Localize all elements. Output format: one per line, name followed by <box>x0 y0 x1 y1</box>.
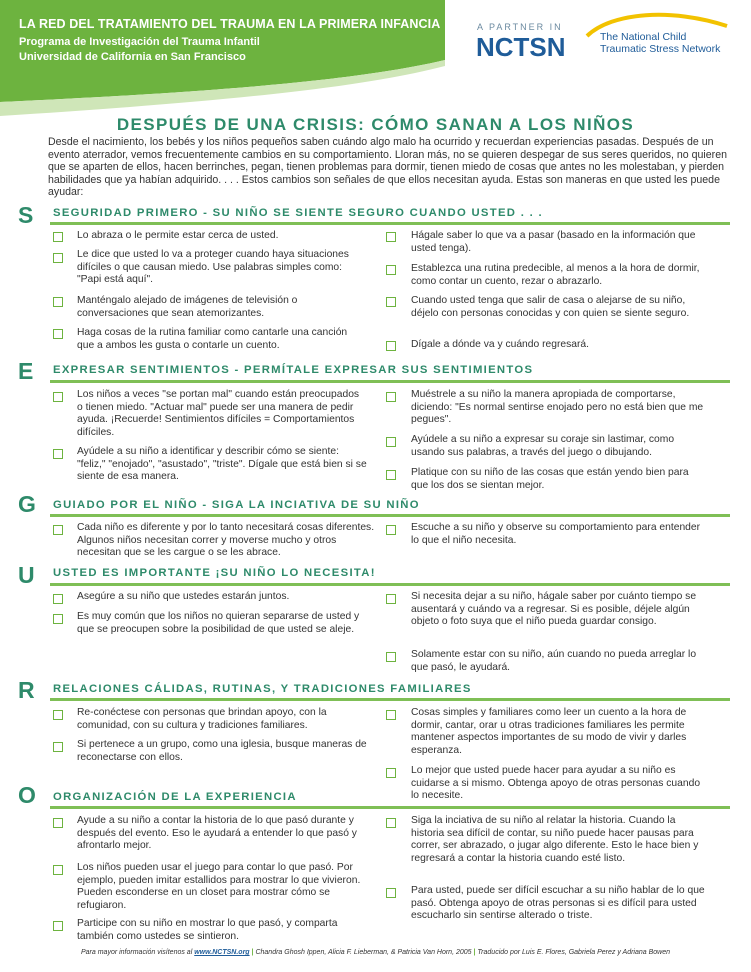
network-line-2: Traumatic Stress Network <box>600 43 721 55</box>
list-item: Establezca una rutina predecible, al menos a la hora de dormir, como contar un cuento, rezar o abrazarlo. <box>411 263 700 287</box>
list-item: Muéstrele a su niño la manera apropiada de comportarse, diciendo: "Es normal sentirse enojado pero no está bien que me pegues". <box>411 389 704 426</box>
checkbox-icon <box>386 888 396 898</box>
list-item: Si necesita dejar a su niño, hágale saber por cuánto tiempo se ausentará y cuándo va a regresar. Si es posible, déjele algún objeto o foto suya que el niño pueda guardar consigo. <box>411 591 697 628</box>
list-item: Los niños a veces "se portan mal" cuando están preocupados o tienen miedo. "Actuar mal" puede ser una manera de pedir ayuda. ¡Recuerde! Sentimientos difíciles = Comportamientos difíciles. <box>77 389 360 438</box>
checkbox-icon <box>53 329 63 339</box>
university-name: Universidad de California en San Francisco <box>19 51 246 63</box>
list-item: Si pertenece a un grupo, como una iglesia, busque maneras de reconectarse con ellos. <box>77 739 367 763</box>
checkbox-icon <box>386 768 396 778</box>
section-rule <box>50 806 730 809</box>
list-item: Lo mejor que usted puede hacer para ayudar a su niño es cuidarse a si mismo. Obtenga apoyo de otras personas cuando lo necesite. <box>411 765 701 802</box>
checkbox-icon <box>386 594 396 604</box>
footer <box>0 949 751 956</box>
footer-separator: | <box>251 949 254 956</box>
list-item: Cosas simples y familiares como leer un cuento a la hora de dormir, cantar, orar u otras tradiciones familiares les permite mantener aspectos importantes de su modo de vivir y darles esperanza. <box>411 707 687 756</box>
section-rule <box>50 698 730 701</box>
list-item: Ayúdele a su niño a identificar y describir cómo se siente: "feliz," "enojado", "asustado", "triste". Dígale que está bien si se siente de esa manera. <box>77 446 367 483</box>
checkbox-icon <box>386 818 396 828</box>
checkbox-icon <box>53 297 63 307</box>
section-rule <box>50 583 730 586</box>
checkbox-icon <box>386 265 396 275</box>
footer-translators: Traducido por Luis E. Flores, Gabriela Perez y Adriana Bowen <box>477 949 671 956</box>
checkbox-icon <box>386 392 396 402</box>
network-logo-text <box>600 31 720 55</box>
list-item: Lo abraza o le permite estar cerca de usted. <box>77 230 279 241</box>
list-item: Es muy común que los niños no quieran separarse de usted y que se preocupen sobre la posibilidad de que usted se aleje. <box>77 611 360 635</box>
checkbox-icon <box>53 614 63 624</box>
section-title: RELACIONES CÁLIDAS, RUTINAS, Y TRADICIONES FAMILIARES <box>53 683 472 695</box>
section-title: EXPRESAR SENTIMIENTOS - PERMÍTALE EXPRESAR SUS SENTIMIENTOS <box>53 364 534 376</box>
checkbox-icon <box>53 818 63 828</box>
checkbox-icon <box>53 232 63 242</box>
section-letter: O <box>18 782 36 808</box>
section-rule <box>50 514 730 517</box>
list-item: Hágale saber lo que va a pasar (basado en la información que usted tenga). <box>411 230 696 254</box>
intro-paragraph: Desde el nacimiento, los bebés y los niños pequeños saben cuándo algo malo ha ocurrido y recuerdan experiencias pasadas. Después de un evento aterrador, vemos frecuentemente cambios en su comportamiento. Lloran más, no se quieren despegar de sus seres queridos, no quieren que se aparten de ellos, hacen berrinches, pegan, tienen problemas para dormir, tienen miedo de cosas que antes no les molestaban, y pierden habilidades que ya habían adquirido. . . . Estos cambios son señales de que ellos necesitan ayuda. Estas son maneras en que usted les puede ayudar: <box>48 136 727 199</box>
section-title: USTED ES IMPORTANTE ¡SU NIÑO LO NECESITA! <box>53 567 376 579</box>
section-letter: G <box>18 491 36 517</box>
program-header <box>19 17 440 65</box>
list-item: Haga cosas de la rutina familiar como cantarle una canción que a ambos les gusta o contarle un cuento. <box>77 327 348 351</box>
checkbox-icon <box>386 470 396 480</box>
list-item: Le dice que usted lo va a proteger cuando haya situaciones difíciles o que causan miedo. Use palabras simples como: "Papi está aquí". <box>77 249 349 286</box>
list-item: Asegúre a su niño que ustedes estarán juntos. <box>77 591 290 602</box>
footer-lead: Para mayor información visítenos al <box>80 949 193 956</box>
list-item: Siga la inciativa de su niño al relatar la historia. Cuando la historia sea difícil de contar, su niño puede hacer pausas para correr, ser abrazado, o jugar algo diferente. Esto le hace bien y regresará a contar la historia cuando esté listo. <box>411 815 699 864</box>
list-item: Ayúdele a su niño a expresar su coraje sin lastimar, como usando sus palabras, a través del juego o dibujando. <box>411 434 675 458</box>
list-item: Ayude a su niño a contar la historia de lo que pasó durante y después del evento. Eso le ayudará a entender lo que pasó y afrontarlo mejor. <box>77 815 357 852</box>
checkbox-icon <box>386 297 396 307</box>
list-item: Platique con su niño de las cosas que están yendo bien para que los dos se sientan mejor. <box>411 467 689 491</box>
checkbox-icon <box>53 392 63 402</box>
checkbox-icon <box>53 594 63 604</box>
checkbox-icon <box>53 449 63 459</box>
list-item: Participe con su niño en mostrar lo que pasó, y comparta también como ustedes se sintieron. <box>77 918 338 942</box>
section-letter: E <box>18 358 34 384</box>
section-rule <box>50 222 730 225</box>
checkbox-icon <box>386 341 396 351</box>
checkbox-icon <box>386 710 396 720</box>
checkbox-icon <box>386 232 396 242</box>
checkbox-icon <box>386 525 396 535</box>
list-item: Solamente estar con su niño, aún cuando no pueda arreglar lo que pasó, le ayudará. <box>411 649 697 673</box>
checkbox-icon <box>53 742 63 752</box>
section-title: GUIADO POR EL NIÑO - SIGA LA INCIATIVA DE SU NIÑO <box>53 499 420 511</box>
checkbox-icon <box>386 652 396 662</box>
section-letter: U <box>18 562 35 588</box>
network-name: LA RED DEL TRATAMIENTO DEL TRAUMA EN LA PRIMERA INFANCIA <box>19 17 441 31</box>
checkbox-icon <box>53 253 63 263</box>
section-title: ORGANIZACIÓN DE LA EXPERIENCIA <box>53 791 297 803</box>
nctsn-logo: NCTSN <box>476 32 566 62</box>
section-letter: S <box>18 202 34 228</box>
nctsn-link[interactable]: www.NCTSN.org <box>194 949 250 956</box>
network-line-1: The National Child <box>600 31 687 43</box>
checkbox-icon <box>53 710 63 720</box>
list-item: Escuche a su niño y observe su comportamiento para entender lo que el niño necesita. <box>411 522 701 546</box>
program-name: Programa de Investigación del Trauma Infantil <box>19 36 260 48</box>
checkbox-icon <box>53 865 63 875</box>
list-item: Cuando usted tenga que salir de casa o alejarse de su niño, déjelo con personas conocidas y con quien se siente seguro. <box>411 295 690 319</box>
section-title: SEGURIDAD PRIMERO - SU NIÑO SE SIENTE SEGURO CUANDO USTED . . . <box>53 207 543 219</box>
list-item: Manténgalo alejado de imágenes de televisión o conversaciones que sean atemorizantes. <box>77 295 298 319</box>
list-item: Re-conéctese con personas que brindan apoyo, con la comunidad, con su cultura y tradiciones familiares. <box>77 707 327 731</box>
page-title: DESPUÉS DE UNA CRISIS: CÓMO SANAN A LOS NIÑOS <box>116 115 635 134</box>
list-item: Cada niño es diferente y por lo tanto necesitará cosas diferentes. Algunos niños necesitan correr y moverse mucho y otros necesitan que se les cargue o se les abrace. <box>77 522 375 559</box>
footer-separator: | <box>473 949 476 956</box>
partner-label: A PARTNER IN <box>477 22 563 32</box>
list-item: Dígale a dónde va y cuándo regresará. <box>411 339 590 350</box>
list-item: Los niños pueden usar el juego para contar lo que pasó. Por ejemplo, pueden imitar estallidos para mostrar lo que vivieron. Pueden esconderse en un closet para mostrar cómo se refugiaron. <box>77 862 361 911</box>
section-rule <box>50 380 730 383</box>
checkbox-icon <box>386 437 396 447</box>
checkbox-icon <box>53 525 63 535</box>
list-item: Para usted, puede ser difícil escuchar a su niño hablar de lo que pasó. Obtenga apoyo de otras personas si es difícil para usted escucharlo sin sentirse alterado o triste. <box>411 885 705 922</box>
checkbox-icon <box>53 921 63 931</box>
footer-authors: Chandra Ghosh Ippen, Alicia F. Lieberman, & Patricia Van Horn, 2005 <box>255 949 472 956</box>
section-letter: R <box>18 677 35 703</box>
